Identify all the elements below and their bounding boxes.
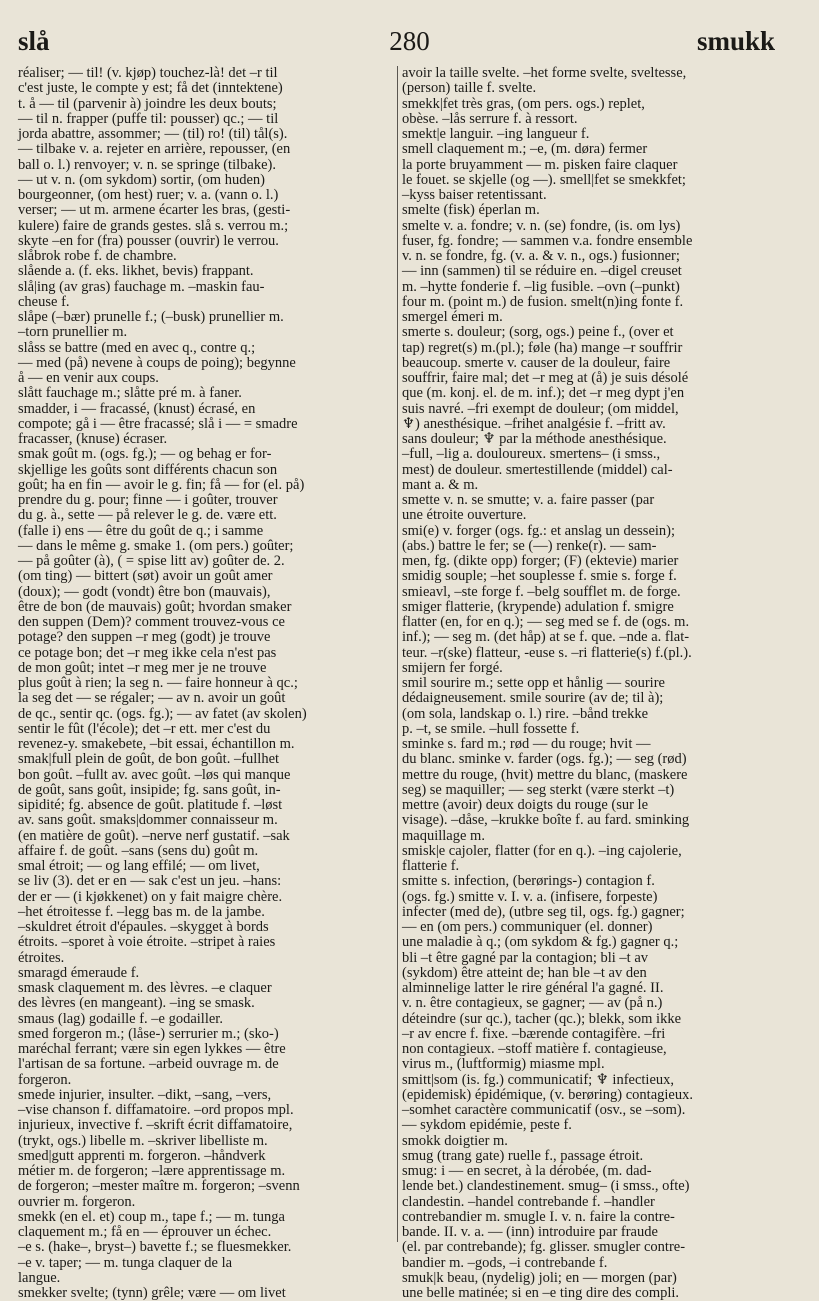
- text-line: visage). –dåse, –krukke boîte f. au fard. sminking: [402, 812, 690, 829]
- text-line: potage? den suppen –r meg (godt) je trouve: [18, 629, 271, 646]
- text-line: affaire f. de goût. –sans (sens du) goût m.: [18, 842, 259, 859]
- text-line: smelte (fisk) éperlan m.: [402, 202, 540, 219]
- text-line: tap) regret(s) m.(pl.); føle (ha) mange –r souffrir: [402, 339, 683, 356]
- text-line: smask claquement m. des lèvres. –e claquer: [18, 980, 272, 996]
- text-line: smette v. n. se smutte; v. a. faire passer (par: [402, 492, 655, 508]
- text-line: –e s. (hake–, bryst–) bavette f.; se fluesmekker.: [18, 1239, 292, 1256]
- text-line: (person) taille f. svelte.: [402, 80, 537, 97]
- text-line: — en (om pers.) communiquer (el. donner): [402, 919, 653, 935]
- left-column: [18, 65, 392, 1301]
- text-line: déteindre (sur qc.), tacher (qc.); blekk, som ikke: [402, 1010, 682, 1027]
- text-line: étroits. –sporet à voie étroite. –stripet à raies: [18, 934, 276, 951]
- text-line: (falle i) ens — être du goût de q.; i samme: [18, 522, 264, 539]
- text-line: une belle matinée; si en –e ting dire des compli.: [402, 1285, 680, 1301]
- text-line: flatterie f.: [402, 858, 460, 874]
- text-line: infecter (med de), (utbre seg til, ogs. fg.) gagner;: [402, 903, 685, 920]
- text-line: smekker svelte; (tynn) grêle; være — om livet: [18, 1285, 286, 1301]
- text-line: smelte v. a. fondre; v. n. (se) fondre, (is. om lys): [402, 217, 681, 234]
- right-guide-word: smukk: [696, 26, 775, 56]
- text-line: smieavl, –ste forge f. –belg soufflet m. de forge.: [402, 583, 681, 600]
- text-line: bon goût. –fullt av. avec goût. –løs qui manque: [18, 766, 291, 783]
- text-line: verser; — ut m. armene écarter les bras, (gesti-: [18, 202, 291, 219]
- text-line: smerte s. douleur; (sorg, ogs.) peine f., (over et: [402, 324, 674, 341]
- text-line: –somhet caractère communicatif (osv., se –som).: [402, 1102, 686, 1118]
- text-line: v. n. être contagieux, se gagner; — av (på n.): [402, 995, 663, 1012]
- text-line: smak|full plein de goût, de bon goût. –fullhet: [18, 751, 280, 768]
- text-line: (om ting) — bittert (søt) avoir un goût amer: [18, 568, 273, 585]
- text-line: smitt|som (is. fg.) communicatif; ♆ infectieux,: [402, 1071, 675, 1088]
- text-line: ball o. l.) renvoyer; v. n. se springe (tilbake).: [18, 156, 276, 173]
- text-line: du g. à., sette — på relever le g. de. være ett.: [18, 507, 277, 524]
- text-line: la porte bruyamment — m. pisken faire claquer: [402, 156, 678, 173]
- text-line: maréchal ferrant; være sin egen lykkes — être: [18, 1041, 286, 1057]
- text-line: beaucoup. smerte v. causer de la douleur, faire: [402, 354, 671, 371]
- text-line: c'est juste, le compte y est; få det (inntektene): [18, 80, 283, 97]
- text-line: sipidité; fg. absence de goût. platitude f. –løst: [18, 797, 283, 813]
- text-line: du blanc. sminke v. farder (ogs. fg.); — seg (rød): [402, 751, 687, 768]
- text-line: skjellige les goûts sont différents chacun son: [18, 461, 278, 478]
- text-line: smug (trang gate) ruelle f., passage étroit.: [402, 1147, 644, 1164]
- text-line: compote; gå i — être fracassé; slå i — = smadre: [18, 415, 298, 432]
- text-line: l'artisan de sa fortune. –arbeid ouvrage m. de: [18, 1056, 279, 1073]
- text-line: dédaigneusement. smile sourire (av de; til à);: [402, 690, 664, 707]
- text-line: der er — (i kjøkkenet) on y fait maigre chère.: [18, 888, 283, 905]
- text-line: bandier m. –gods, –i contrebande f.: [402, 1254, 608, 1271]
- text-line: –het étroitesse f. –legg bas m. de la jambe.: [18, 903, 265, 920]
- text-line: mest) de douleur. smertestillende (middel) cal-: [402, 461, 673, 478]
- text-line: fracasser, (knuse) écraser.: [18, 431, 168, 447]
- text-line: (om sola, landskap o. l.) rire. –bånd trekke: [402, 705, 649, 722]
- left-guide-word: slå: [18, 26, 50, 56]
- text-line: lende bet.) clandestinement. smug– (i smss., ofte): [402, 1178, 690, 1195]
- text-line: — på goûter (à), ( = spise litt av) goûter de. 2.: [18, 553, 285, 569]
- text-line: men, fg. (dikte opp) forger; (F) (ektevie) marier: [402, 553, 679, 569]
- text-line: smed|gutt apprenti m. forgeron. –håndverk: [18, 1147, 266, 1164]
- text-line: avoir la taille svelte. –het forme svelte, sveltesse,: [402, 65, 687, 81]
- text-line: smak goût m. (ogs. fg.); — og behag er for-: [18, 446, 272, 463]
- text-line: å — en venir aux coups.: [18, 370, 159, 386]
- text-line: bli –t être gagné par la contagion; bli –t av: [402, 949, 649, 966]
- text-line: den suppen (Dem)? comment trouvez-vous ce: [18, 614, 285, 630]
- text-line: sentir le fût (l'école); det –r ett. mer c'est du: [18, 720, 271, 737]
- text-line: flatter (en, for en q.); — seg med se f. de (ogs. m.: [402, 614, 690, 630]
- text-line: (doux); — godt (vondt) être bon (mauvais),: [18, 583, 271, 600]
- text-line: smijern fer forgé.: [402, 659, 503, 676]
- text-line: mettre du rouge, (hvit) mettre du blanc, (maskere: [402, 766, 688, 783]
- text-line: smaus (lag) godaille f. –e godailler.: [18, 1010, 223, 1027]
- text-line: smekk|fet très gras, (om pers. ogs.) replet,: [402, 95, 645, 112]
- text-line: slått fauchage m.; slåtte pré m. à faner.: [18, 385, 242, 402]
- text-line: fuser, fg. fondre; — sammen v.a. fondre ensemble: [402, 232, 693, 249]
- text-line: de qc., sentir qc. (ogs. fg.); — av fatet (av skolen): [18, 705, 307, 722]
- text-line: smisk|e cajoler, flatter (for en q.). –ing cajolerie,: [402, 842, 682, 859]
- text-line: sans douleur; ♆ par la méthode anesthésique.: [402, 431, 667, 447]
- text-line: t. å — til (parvenir à) joindre les deux bouts;: [18, 95, 277, 112]
- text-line: smuk|k beau, (nydelig) joli; en — morgen (par): [402, 1269, 677, 1286]
- text-line: –vise chanson f. diffamatoire. –ord propos mpl.: [18, 1102, 294, 1118]
- text-line: ♆) anesthésique. –frihet analgésie f. –fritt av.: [402, 415, 666, 432]
- text-line: — tilbake v. a. rejeter en arrière, repousser, (en: [18, 141, 291, 158]
- text-line: (el. par contrebande); fg. glisser. smugler contre-: [402, 1239, 686, 1256]
- text-line: jorda abattre, assommer; — (til) ro! (til) tål(s).: [18, 126, 288, 142]
- text-line: bande. II. v. a. — (inn) introduire par fraude: [402, 1224, 658, 1240]
- text-line: être de bon (de mauvais) goût; hvordan smaker: [18, 598, 292, 615]
- column-divider: [397, 66, 398, 1242]
- text-line: souffrir, faire mal; det –r meg at (å) je suis désolé: [402, 370, 689, 386]
- text-line: mant a. & m.: [402, 476, 479, 493]
- text-line: prendre du g. pour; finne — i goûter, trouver: [18, 492, 278, 508]
- text-line: kulere) faire de grands gestes. slå s. verrou m.;: [18, 217, 289, 234]
- text-line: av. sans goût. smaks|dommer connaisseur m.: [18, 812, 278, 829]
- text-line: (trykt, ogs.) libelle m. –skriver libelliste m.: [18, 1132, 268, 1149]
- text-line: –skuldret étroit d'épaules. –skygget à bords: [18, 919, 269, 935]
- text-line: slående a. (f. eks. likhet, bevis) frappant.: [18, 263, 254, 280]
- text-line: suis navré. –fri exempt de douleur; (om middel,: [402, 400, 679, 417]
- text-line: ouvrier m. forgeron.: [18, 1193, 136, 1210]
- text-line: bourgeonner, (om hest) ruer; v. a. (vann o. l.): [18, 187, 279, 203]
- text-line: p. –t, se smile. –hull fossette f.: [402, 720, 580, 737]
- text-line: alminnelige latter le rire général l'a gagné. II.: [402, 980, 664, 996]
- text-line: m. –hytte fonderie f. –lig fusible. –ovn (–punkt): [402, 278, 680, 295]
- text-line: slåpe (–bær) prunelle f.; (–busk) prunellier m.: [18, 309, 284, 325]
- text-line: une étroite ouverture.: [402, 507, 527, 524]
- text-line: slå|ing (av gras) fauchage m. –maskin fau-: [18, 278, 265, 295]
- text-line: de goût, sans goût, insipide; fg. sans goût, in-: [18, 781, 281, 798]
- text-line: smadder, i — fracassé, (knust) écrasé, en: [18, 400, 256, 417]
- text-line: virus m., (luftformig) miasme mpl.: [402, 1056, 605, 1073]
- text-line: ce potage bon; det –r meg ikke cela n'est pas: [18, 644, 277, 661]
- text-line: skyte –en for (fra) pousser (ouvrir) le verrou.: [18, 232, 279, 249]
- text-line: des lèvres (en mangeant). –ing se smask.: [18, 995, 255, 1012]
- text-line: smidig souple; –het souplesse f. smie s. forge f.: [402, 568, 677, 585]
- text-line: sminke s. fard m.; rød — du rouge; hvit —: [402, 736, 651, 752]
- text-line: –full, –lig a. douloureux. smertens– (i smss.,: [402, 446, 661, 463]
- text-line: –torn prunellier m.: [18, 324, 128, 341]
- text-line: langue.: [18, 1269, 61, 1286]
- text-line: — inn (sammen) til se réduire en. –digel creuset: [402, 263, 682, 280]
- text-line: smitte s. infection, (berørings-) contagion f.: [402, 873, 655, 890]
- text-line: smil sourire m.; sette opp et hånlig — sourire: [402, 675, 665, 691]
- text-line: claquement m.; få en — éprouver un échec.: [18, 1224, 272, 1240]
- text-line: (epidemisk) épidémique, (v. berøring) contagieux.: [402, 1086, 693, 1103]
- text-line: non contagieux. –stoff matière f. contagieuse,: [402, 1041, 667, 1057]
- text-line: teur. –r(ske) flatteur, -euse s. –ri flatterie(s) f.(pl.).: [402, 644, 692, 661]
- text-line: — sykdom epidémie, peste f.: [402, 1117, 572, 1134]
- text-line: (abs.) battre le fer; se (—) renke(r). — sam-: [402, 537, 657, 554]
- text-line: — ut v. n. (om sykdom) sortir, (om huden): [18, 171, 265, 188]
- text-line: inf.); — seg m. (det håp) at se f. que. –nde a. flat-: [402, 629, 690, 646]
- text-line: se liv (3). det er en — sak c'est un jeu. –hans:: [18, 873, 282, 890]
- text-line: seg) se maquiller; — seg sterkt (være sterkt –t): [402, 781, 675, 798]
- text-line: smede injurier, insulter. –dikt, –sang, –vers,: [18, 1086, 272, 1103]
- text-line: métier m. de forgeron; –lære apprentissage m.: [18, 1163, 286, 1179]
- text-line: plus goût à rien; la seg n. — faire honneur à qc.;: [18, 675, 298, 691]
- text-line: smug: i — en secret, à la dérobée, (m. dad-: [402, 1163, 652, 1179]
- text-line: — til n. frapper (puffe til: pousser) qc.; — til: [18, 110, 279, 127]
- text-line: maquillage m.: [402, 827, 485, 844]
- text-line: smokk doigtier m.: [402, 1132, 508, 1149]
- text-line: forgeron.: [18, 1071, 72, 1088]
- text-line: smaragd émeraude f.: [18, 964, 140, 981]
- text-line: smiger flatterie, (krypende) adulation f. smigre: [402, 598, 674, 615]
- text-line: four m. (point m.) de fusion. smelt(n)ing fonte f.: [402, 293, 684, 310]
- text-line: –kyss baiser retentissant.: [402, 187, 547, 203]
- page-number: 280: [389, 26, 430, 56]
- text-line: smell claquement m.; –e, (m. døra) fermer: [402, 141, 648, 158]
- text-line: contrebandier m. smugle I. v. n. faire la contre-: [402, 1208, 675, 1225]
- text-line: –r av encre f. fixe. –bærende contagifère. –fri: [402, 1025, 666, 1042]
- text-line: smekt|e languir. –ing langueur f.: [402, 126, 590, 142]
- text-line: une maladie à q.; (om sykdom & fg.) gagner q.;: [402, 934, 679, 951]
- text-line: v. n. se fondre, fg. (v. a. & v. n., ogs.) fusionner;: [402, 248, 680, 264]
- text-line: smekk (en el. et) coup m., tape f.; — m. tunga: [18, 1208, 285, 1225]
- text-line: smi(e) v. forger (ogs. fg.: et anslag un dessein);: [402, 522, 676, 539]
- text-line: –e v. taper; — m. tunga claquer de la: [18, 1254, 233, 1271]
- text-line: smal étroit; — og lang effilé; — om livet,: [18, 858, 260, 874]
- text-line: que (m. konj. el. de m. inf.); det –r meg dypt j'en: [402, 385, 685, 402]
- text-line: goût; ha en fin — avoir le g. fin; få — for (el. på): [18, 476, 305, 493]
- text-line: le fouet. se skjelle (og —). smell|fet se smekkfet;: [402, 171, 686, 188]
- text-line: — med (på) nevene à coups de poing); begynne: [18, 354, 296, 371]
- text-line: cheuse f.: [18, 293, 70, 310]
- text-line: la seg det — se régaler; — av n. avoir un goût: [18, 690, 286, 707]
- text-line: — dans le même g. smake 1. (om pers.) goûter;: [18, 537, 294, 554]
- text-line: obèse. –lås serrure f. à ressort.: [402, 110, 578, 127]
- text-line: (sykdom) être atteint de; han ble –t av den: [402, 964, 647, 981]
- text-line: slåbrok robe f. de chambre.: [18, 248, 177, 264]
- text-line: mettre (avoir) deux doigts du rouge (sur le: [402, 797, 649, 813]
- right-column: [402, 65, 780, 1301]
- text-line: étroites.: [18, 949, 65, 966]
- text-line: de mon goût; intet –r meg mer je ne trouve: [18, 659, 267, 676]
- text-line: injurieux, invective f. –skrift écrit diffamatoire,: [18, 1117, 293, 1134]
- text-line: smergel émeri m.: [402, 309, 503, 325]
- text-line: (ogs. fg.) smitte v. I. v. a. (infisere, forpeste): [402, 888, 658, 905]
- text-line: de forgeron; –mester maître m. forgeron; –svenn: [18, 1178, 300, 1195]
- text-line: clandestin. –handel contrebande f. –handler: [402, 1193, 655, 1210]
- text-line: slåss se battre (med en avec q., contre q.;: [18, 339, 256, 356]
- page-header: [0, 0, 819, 62]
- text-line: revenez-y. smakebete, –bit essai, échantillon m.: [18, 736, 295, 752]
- text-line: (en matière de goût). –nerve nerf gustatif. –sak: [18, 827, 290, 844]
- text-line: smed forgeron m.; (låse-) serrurier m.; (sko-): [18, 1025, 279, 1042]
- text-line: réaliser; — til! (v. kjøp) touchez-là! det –r til: [18, 65, 278, 81]
